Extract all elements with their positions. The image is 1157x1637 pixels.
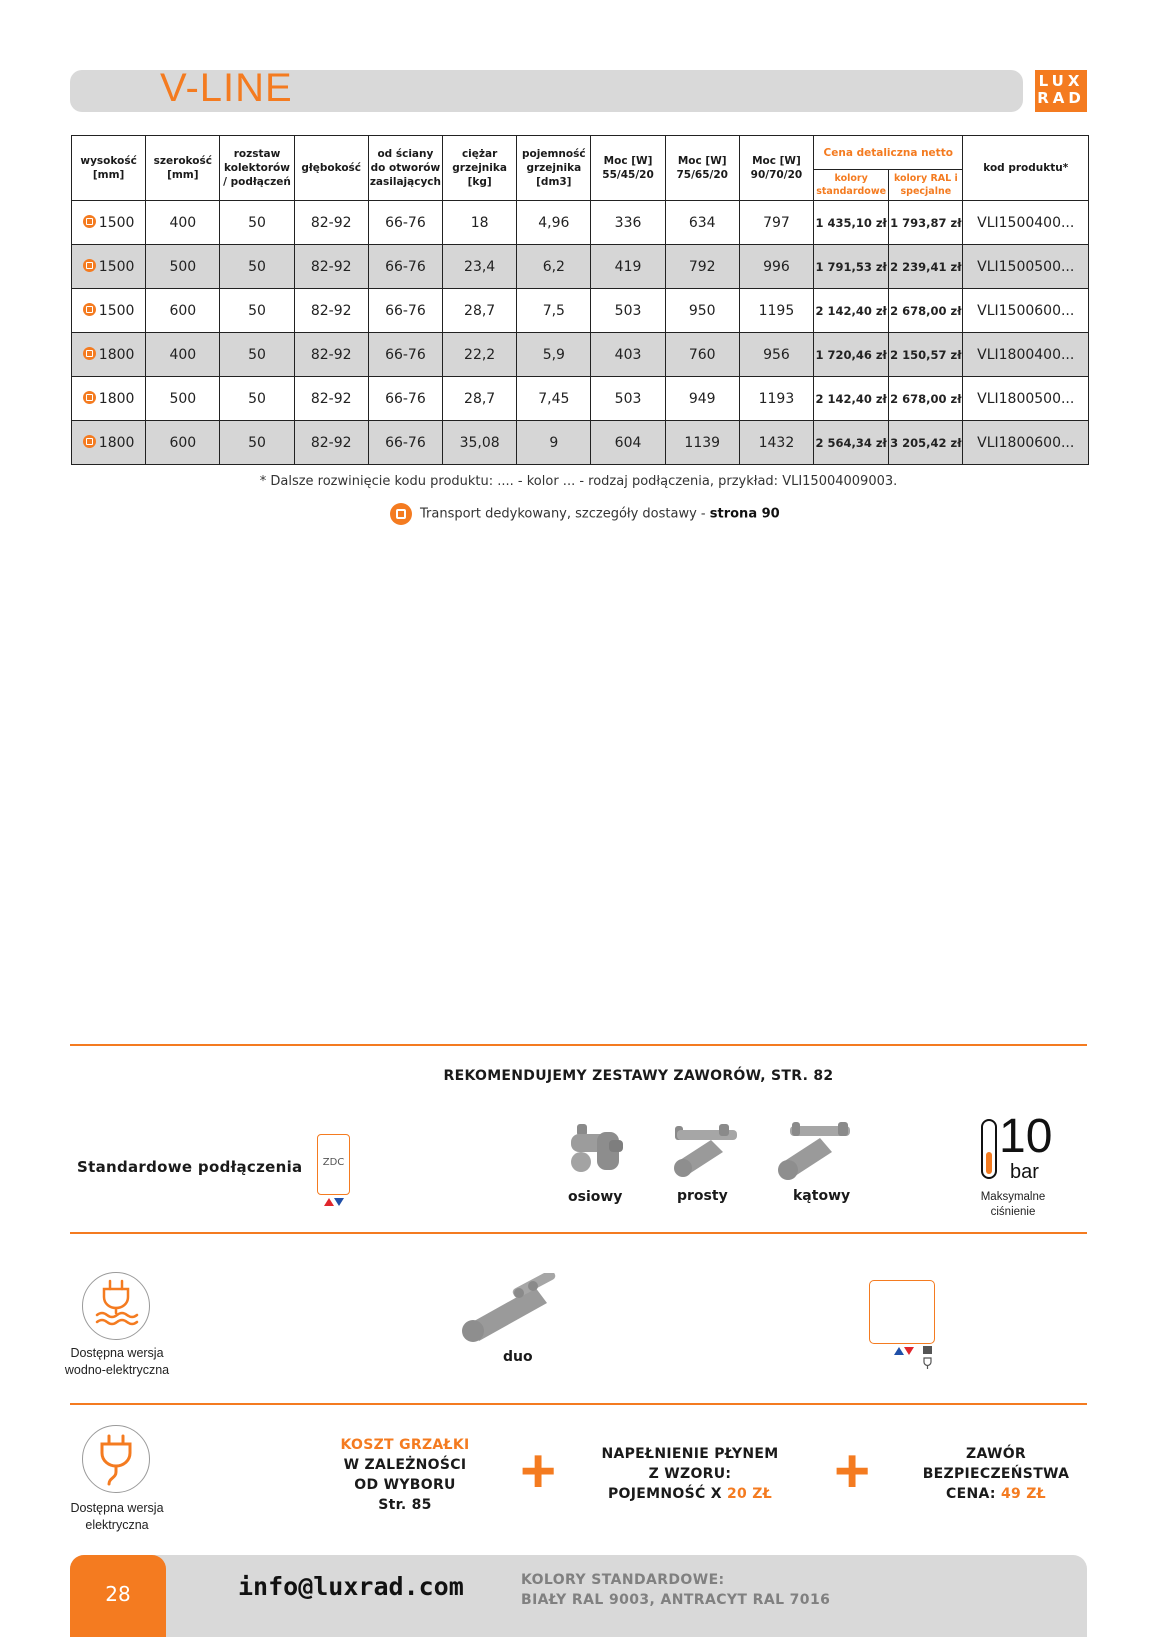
pressure-caption-1: Maksymalne — [980, 1191, 1046, 1203]
standard-colors — [521, 1570, 830, 1610]
cell-capacity: 4,96 — [517, 201, 591, 245]
luxrad-logo — [1035, 70, 1087, 112]
valve-label-straight: prosty — [677, 1188, 728, 1204]
cell-spacing: 50 — [220, 245, 294, 289]
logo-line-1: LUX — [1038, 72, 1084, 90]
cell-price-std: 2 142,40 zł — [814, 377, 889, 421]
cell-height — [72, 333, 146, 377]
cell-spacing: 50 — [220, 421, 294, 465]
spec-table — [71, 135, 1089, 465]
cell-spacing: 50 — [220, 201, 294, 245]
cell-weight: 35,08 — [443, 421, 517, 465]
cell-spacing: 50 — [220, 377, 294, 421]
standard-colors-title: KOLORY STANDARDOWE: — [521, 1572, 725, 1588]
cell-weight: 28,7 — [443, 289, 517, 333]
valve-label-axial: osiowy — [568, 1189, 623, 1205]
cell-spacing: 50 — [220, 289, 294, 333]
cell-moc3: 1432 — [739, 421, 813, 465]
cell-wall: 66-76 — [368, 377, 442, 421]
supply-return-arrows-icon — [323, 1197, 345, 1210]
connection-arrows-plug-icon — [893, 1346, 938, 1370]
table-row — [72, 421, 1089, 465]
cell-height — [72, 201, 146, 245]
pressure-unit: bar — [1010, 1161, 1039, 1183]
heater-cost-line-2: W ZALEŻNOŚCI — [343, 1457, 467, 1473]
cell-moc2: 792 — [665, 245, 739, 289]
cell-height — [72, 421, 146, 465]
cell-spacing: 50 — [220, 333, 294, 377]
cell-moc1: 419 — [591, 245, 665, 289]
divider — [70, 1044, 1087, 1046]
fluid-fill-title: NAPEŁNIENIE PŁYNEM — [601, 1446, 779, 1462]
cell-capacity: 7,5 — [517, 289, 591, 333]
table-row — [72, 333, 1089, 377]
cell-height — [72, 245, 146, 289]
cell-moc2: 760 — [665, 333, 739, 377]
header-height: wysokość [mm] — [72, 136, 146, 201]
cell-code: VLI1800400... — [963, 333, 1089, 377]
safety-valve-price: 49 ZŁ — [1000, 1486, 1046, 1502]
safety-valve-title: ZAWÓR — [966, 1446, 1026, 1462]
cell-moc2: 634 — [665, 201, 739, 245]
logo-line-2: RAD — [1037, 89, 1085, 107]
zdc-radiator-icon — [317, 1134, 350, 1195]
cell-code: VLI1800600... — [963, 421, 1089, 465]
pressure-gauge-icon — [980, 1118, 1000, 1182]
contact-email[interactable]: info@luxrad.com — [238, 1572, 464, 1601]
cell-price-ral: 2 678,00 zł — [889, 289, 963, 333]
water-electric-caption — [52, 1345, 182, 1379]
cell-code: VLI1500600... — [963, 289, 1089, 333]
standard-connections-label: Standardowe podłączenia — [77, 1158, 303, 1176]
angle-valve-icon — [776, 1120, 856, 1182]
cell-height-value: 1500 — [98, 258, 135, 275]
cell-weight: 22,2 — [443, 333, 517, 377]
transport-icon — [83, 435, 96, 448]
transport-icon — [83, 391, 96, 404]
axial-valve-icon — [569, 1118, 631, 1178]
cell-height-value: 1500 — [98, 214, 135, 231]
cell-width: 600 — [146, 421, 220, 465]
electric-caption-1: Dostępna wersja — [70, 1501, 164, 1515]
transport-icon — [83, 347, 96, 360]
cell-width: 500 — [146, 377, 220, 421]
electric-badge — [82, 1425, 150, 1493]
zdc-label: ZDC — [322, 1157, 345, 1168]
pressure-caption — [970, 1190, 1056, 1220]
cell-wall: 66-76 — [368, 289, 442, 333]
cell-price-ral: 2 150,57 zł — [889, 333, 963, 377]
cell-moc2: 949 — [665, 377, 739, 421]
cell-height-value: 1800 — [98, 346, 135, 363]
cell-capacity: 7,45 — [517, 377, 591, 421]
plug-icon — [83, 1426, 149, 1492]
header-moc-3: Moc [W] 90/70/20 — [739, 136, 813, 201]
header-depth: głębokość — [294, 136, 368, 201]
valve-label-angle: kątowy — [793, 1188, 851, 1204]
cell-moc1: 503 — [591, 377, 665, 421]
cell-moc1: 403 — [591, 333, 665, 377]
header-weight: ciężar grzejnika [kg] — [443, 136, 517, 201]
straight-valve-icon — [671, 1120, 743, 1178]
cell-moc1: 503 — [591, 289, 665, 333]
cell-price-std: 1 720,46 zł — [814, 333, 889, 377]
page-title: V-LINE — [160, 66, 293, 110]
cell-width: 500 — [146, 245, 220, 289]
header-price: Cena detaliczna netto — [814, 136, 963, 170]
cell-depth: 82-92 — [294, 421, 368, 465]
cell-moc3: 1195 — [739, 289, 813, 333]
header-spacing: rozstaw kolektorów / podłączeń — [220, 136, 294, 201]
cell-moc1: 604 — [591, 421, 665, 465]
cell-height — [72, 377, 146, 421]
table-row — [72, 245, 1089, 289]
cell-wall: 66-76 — [368, 333, 442, 377]
product-code-footnote: * Dalsze rozwinięcie kodu produktu: .... - kolor ... - rodzaj podłączenia, przykład: VLI15004009003. — [259, 474, 898, 489]
electric-caption-2: elektryczna — [85, 1518, 149, 1532]
cell-weight: 23,4 — [443, 245, 517, 289]
transport-icon — [390, 503, 412, 525]
cell-weight: 18 — [443, 201, 517, 245]
cell-moc2: 950 — [665, 289, 739, 333]
cell-weight: 28,7 — [443, 377, 517, 421]
divider — [70, 1403, 1087, 1405]
heater-cost-block — [330, 1435, 480, 1515]
cell-moc3: 996 — [739, 245, 813, 289]
water-electric-caption-2: wodno-elektryczna — [64, 1363, 170, 1377]
cell-width: 400 — [146, 333, 220, 377]
cell-width: 600 — [146, 289, 220, 333]
cell-moc1: 336 — [591, 201, 665, 245]
safety-valve-line-3 — [904, 1484, 1088, 1504]
water-electric-caption-1: Dostępna wersja — [70, 1346, 164, 1360]
cell-price-std: 2 564,34 zł — [814, 421, 889, 465]
pressure-value: 10 — [999, 1110, 1053, 1163]
cell-price-std: 1 791,53 zł — [814, 245, 889, 289]
electric-caption — [52, 1500, 182, 1534]
cell-depth: 82-92 — [294, 377, 368, 421]
safety-valve-price-label: CENA: — [946, 1486, 1001, 1502]
cell-height-value: 1500 — [98, 302, 135, 319]
divider — [70, 1232, 1087, 1234]
heater-cost-line-3: OD WYBORU — [354, 1477, 456, 1493]
fluid-fill-line-2: Z WZORU: — [648, 1466, 732, 1482]
transport-note — [390, 503, 780, 525]
cell-price-ral: 3 205,42 zł — [889, 421, 963, 465]
cell-capacity: 6,2 — [517, 245, 591, 289]
cell-height-value: 1800 — [98, 390, 135, 407]
header-moc-2: Moc [W] 75/65/20 — [665, 136, 739, 201]
fluid-fill-line-3 — [590, 1484, 790, 1504]
cell-depth: 82-92 — [294, 333, 368, 377]
header-price-standard: kolory standardowe — [814, 170, 889, 201]
table-row — [72, 289, 1089, 333]
cell-height-value: 1800 — [98, 434, 135, 451]
cell-moc3: 1193 — [739, 377, 813, 421]
cell-capacity: 5,9 — [517, 333, 591, 377]
fluid-fill-formula: POJEMNOŚĆ X — [608, 1486, 727, 1502]
cell-code: VLI1800500... — [963, 377, 1089, 421]
cell-price-std: 2 142,40 zł — [814, 289, 889, 333]
recommend-heading: REKOMENDUJEMY ZESTAWY ZAWORÓW, STR. 82 — [443, 1068, 834, 1084]
cell-capacity: 9 — [517, 421, 591, 465]
heater-cost-title: KOSZT GRZAŁKI — [340, 1437, 470, 1453]
plus-icon: + — [520, 1437, 557, 1506]
cell-code: VLI1500500... — [963, 245, 1089, 289]
cell-code: VLI1500400... — [963, 201, 1089, 245]
header-moc-1: Moc [W] 55/45/20 — [591, 136, 665, 201]
transport-icon — [83, 303, 96, 316]
cell-moc3: 956 — [739, 333, 813, 377]
header-capacity: pojemność grzejnika [dm3] — [517, 136, 591, 201]
cell-width: 400 — [146, 201, 220, 245]
plus-icon: + — [834, 1437, 871, 1506]
cell-depth: 82-92 — [294, 289, 368, 333]
cell-depth: 82-92 — [294, 245, 368, 289]
heater-cost-page-ref: Str. 85 — [378, 1497, 432, 1513]
cell-wall: 66-76 — [368, 421, 442, 465]
fluid-fill-block — [590, 1444, 790, 1504]
header-price-ral: kolory RAL i specjalne — [889, 170, 963, 201]
fluid-fill-price: 20 ZŁ — [726, 1486, 772, 1502]
header-width: szerokość [mm] — [146, 136, 220, 201]
header-code: kod produktu* — [963, 136, 1089, 201]
cell-moc3: 797 — [739, 201, 813, 245]
cell-depth: 82-92 — [294, 201, 368, 245]
plug-water-icon — [83, 1273, 149, 1339]
transport-link[interactable]: strona 90 — [709, 506, 780, 522]
safety-valve-block — [904, 1444, 1088, 1504]
radiator-electric-icon — [869, 1280, 935, 1344]
valve-label-duo: duo — [503, 1349, 533, 1365]
transport-text: Transport dedykowany, szczegóły dostawy - — [420, 506, 710, 522]
duo-valve-icon — [461, 1273, 561, 1345]
header-wall: od ściany do otworów zasilających — [368, 136, 442, 201]
table-row — [72, 201, 1089, 245]
cell-price-ral: 2 678,00 zł — [889, 377, 963, 421]
cell-price-std: 1 435,10 zł — [814, 201, 889, 245]
cell-wall: 66-76 — [368, 201, 442, 245]
cell-wall: 66-76 — [368, 245, 442, 289]
transport-icon — [83, 215, 96, 228]
pressure-caption-2: ciśnienie — [990, 1206, 1036, 1218]
table-row — [72, 377, 1089, 421]
safety-valve-line-2: BEZPIECZEŃSTWA — [922, 1466, 1070, 1482]
cell-height — [72, 289, 146, 333]
cell-price-ral: 2 239,41 zł — [889, 245, 963, 289]
standard-colors-list: BIAŁY RAL 9003, ANTRACYT RAL 7016 — [521, 1592, 831, 1608]
page-number: 28 — [70, 1555, 166, 1637]
cell-price-ral: 1 793,87 zł — [889, 201, 963, 245]
transport-icon — [83, 259, 96, 272]
cell-moc2: 1139 — [665, 421, 739, 465]
water-electric-badge — [82, 1272, 150, 1340]
